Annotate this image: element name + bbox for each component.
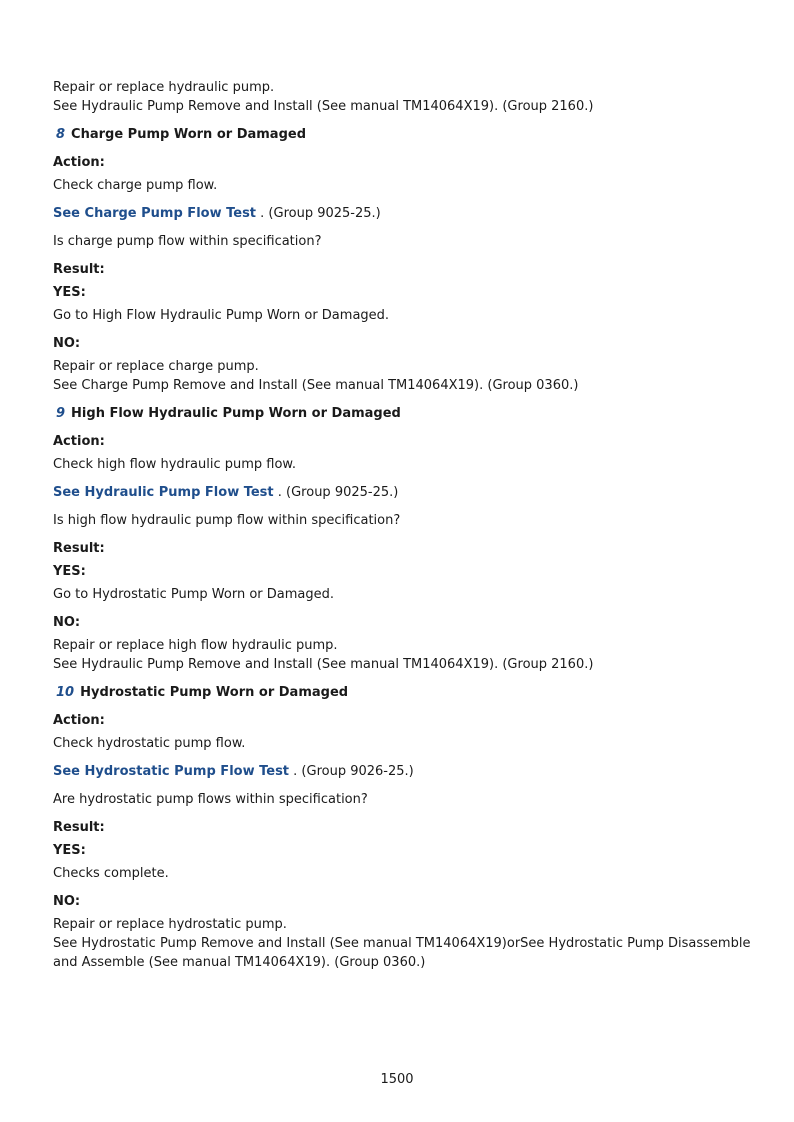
action-label: Action: [53, 713, 105, 728]
no-text [53, 915, 753, 972]
yes-text: Go to High Flow Hydraulic Pump Worn or Damaged. [53, 308, 390, 323]
document-body [53, 78, 753, 981]
step-heading [56, 404, 753, 423]
no-text [53, 636, 753, 674]
no-label: NO: [53, 336, 81, 351]
intro-paragraph [53, 78, 753, 116]
yes-label: YES: [53, 564, 86, 579]
no-line-1: Repair or replace charge pump. [53, 359, 259, 374]
action-label: Action: [53, 434, 105, 449]
no-line-1: Repair or replace hydrostatic pump. [53, 917, 287, 932]
step-heading [56, 683, 753, 702]
no-label: NO: [53, 894, 81, 909]
step-heading [56, 125, 753, 144]
test-link[interactable]: See Hydraulic Pump Flow Test [53, 485, 274, 500]
result-label: Result: [53, 262, 105, 277]
yes-label: YES: [53, 843, 86, 858]
no-line-1: Repair or replace high flow hydraulic pump. [53, 638, 338, 653]
step-title: High Flow Hydraulic Pump Worn or Damaged [71, 406, 401, 421]
yes-text: Checks complete. [53, 866, 169, 881]
test-group: . (Group 9025-25.) [273, 485, 399, 500]
intro-line-2: See Hydraulic Pump Remove and Install (See manual TM14064X19). (Group 2160.) [53, 99, 594, 114]
question-text: Are hydrostatic pump flows within specification? [53, 792, 368, 807]
step-number: 10 [56, 685, 75, 700]
test-group: . (Group 9025-25.) [256, 206, 381, 221]
yes-label: YES: [53, 285, 86, 300]
no-line-2: See Charge Pump Remove and Install (See manual TM14064X19). (Group 0360.) [53, 378, 579, 393]
action-text: Check hydrostatic pump flow. [53, 736, 246, 751]
result-label: Result: [53, 541, 105, 556]
no-text [53, 357, 753, 395]
test-link[interactable]: See Hydrostatic Pump Flow Test [53, 764, 290, 779]
no-label: NO: [53, 615, 81, 630]
yes-text: Go to Hydrostatic Pump Worn or Damaged. [53, 587, 335, 602]
action-text: Check high flow hydraulic pump flow. [53, 457, 296, 472]
action-label: Action: [53, 155, 105, 170]
test-reference [53, 762, 753, 781]
step-9 [53, 404, 753, 674]
step-number: 8 [56, 127, 66, 142]
step-10 [53, 683, 753, 972]
action-text: Check charge pump flow. [53, 178, 218, 193]
page-number: 1500 [380, 1072, 414, 1087]
test-group: . (Group 9026-25.) [289, 764, 414, 779]
question-text: Is charge pump flow within specification? [53, 234, 322, 249]
step-8 [53, 125, 753, 395]
intro-line-1: Repair or replace hydraulic pump. [53, 80, 275, 95]
no-line-2: See Hydraulic Pump Remove and Install (See manual TM14064X19). (Group 2160.) [53, 657, 594, 672]
test-reference [53, 204, 753, 223]
step-title: Charge Pump Worn or Damaged [71, 127, 307, 142]
test-reference [53, 483, 753, 502]
result-label: Result: [53, 820, 105, 835]
question-text: Is high flow hydraulic pump flow within specification? [53, 513, 401, 528]
test-link[interactable]: See Charge Pump Flow Test [53, 206, 257, 221]
step-title: Hydrostatic Pump Worn or Damaged [80, 685, 349, 700]
no-line-2: See Hydrostatic Pump Remove and Install (See manual TM14064X19)orSee Hydrostatic Pump Disassemble and Assemble (See manual TM14064X19). (Group 0360.) [53, 936, 751, 970]
step-number: 9 [56, 406, 66, 421]
